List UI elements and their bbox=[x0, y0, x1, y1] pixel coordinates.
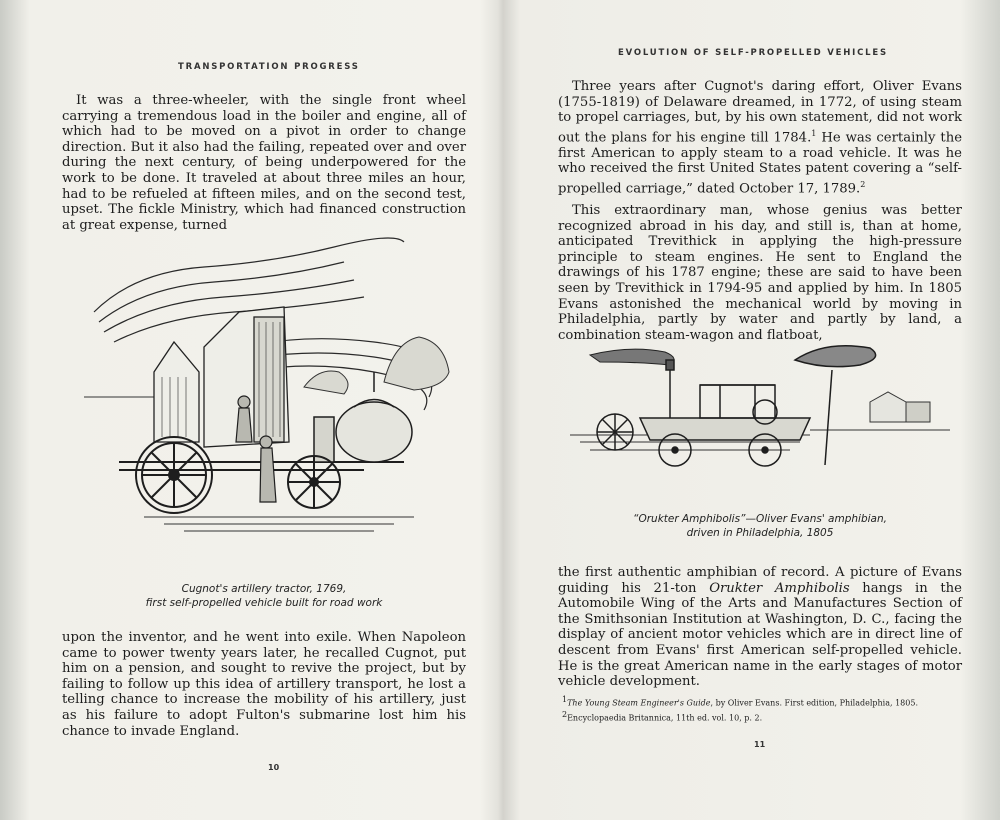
orukter-amphibolis-illustration bbox=[570, 340, 950, 480]
cugnot-tractor-illustration bbox=[74, 232, 474, 552]
right-page bbox=[500, 0, 1000, 820]
footnote-1: $^1$The Young Steam Engineer's Guide, by Oliver Evans. First edition, Philadelphia, 1805. bbox=[562, 695, 918, 708]
left-illustration-caption: Cugnot's artillery tractor, 1769, first self-propelled vehicle built for road work bbox=[145, 583, 383, 609]
right-paragraph-1: Three years after Cugnot's daring effort, Oliver Evans (1755-1819) of Delaware dreamed, in 1772, of using steam to propel carriages, but, by his own statement, did not work out the plans for his engine till 1784.$^1$ He was certainly the first American to apply steam to a road vehicle. It was he who received the first United States patent covering a “self-propelled carriage,” dated October 17, 1789.$^2$ bbox=[558, 79, 962, 197]
right-paragraph-3: the first authentic amphibian of record. A picture of Evans guiding his 21-ton Orukter Amphibolis hangs in the Automobile Wing of the Arts and Manufactures Section of the Smithsonian Institution at Washington, D. C., facing the display of ancient motor vehicles which are in direct line of descent from Evans' first American self-propelled vehicle. He is the great American name in the early stages of motor vehicle development. bbox=[558, 565, 962, 690]
footnote-ref-2[interactable]: 2 bbox=[860, 179, 866, 189]
right-illustration-caption: “Orukter Amphibolis”—Oliver Evans' amphibian, driven in Philadelphia, 1805 bbox=[633, 513, 887, 539]
footnote-2: $^2$Encyclopaedia Britannica, 11th ed. vol. 10, p. 2. bbox=[562, 709, 763, 723]
right-running-head: EVOLUTION OF SELF-PROPELLED VEHICLES bbox=[618, 48, 888, 58]
right-page-number: 11 bbox=[754, 740, 766, 749]
left-paragraph-1: It was a three-wheeler, with the single front wheel carrying a tremendous load in the boiler and engine, all of which had to be moved on a pivot in order to change direction. But it also had the failing, repeated over and over during the next century, of being underpowered for the work to be done. It traveled at about three miles an hour, had to be refueled at fifteen miles, and on the second test, upset. The fickle Ministry, which had financed construction at great expense, turned bbox=[62, 93, 466, 233]
left-running-head: TRANSPORTATION PROGRESS bbox=[178, 62, 360, 72]
footnote-ref-1[interactable]: 1 bbox=[811, 128, 817, 138]
left-page-number: 10 bbox=[268, 763, 280, 772]
footnotes bbox=[562, 694, 962, 723]
left-paragraph-2: upon the inventor, and he went into exile. When Napoleon came to power twenty years later, he recalled Cugnot, put him on a pension, and sought to revive the project, but by failing to follow up this idea of artillery transport, he lost a telling chance to increase the mobility of his artillery, just as his failure to adopt Fulton's submarine lost him his chance to invade England. bbox=[62, 630, 466, 739]
right-paragraph-2: This extraordinary man, whose genius was better recognized abroad in his day, and still is, than at home, anticipated Trevithick in applying the high-pressure principle to steam engines. He sent to England the drawings of his 1787 engine; these are said to have been seen by Trevithick in 1794-95 and applied by him. In 1805 Evans astonished the mechanical world by moving in Philadelphia, partly by water and partly by land, a combination steam-wagon and flatboat, bbox=[558, 203, 962, 343]
